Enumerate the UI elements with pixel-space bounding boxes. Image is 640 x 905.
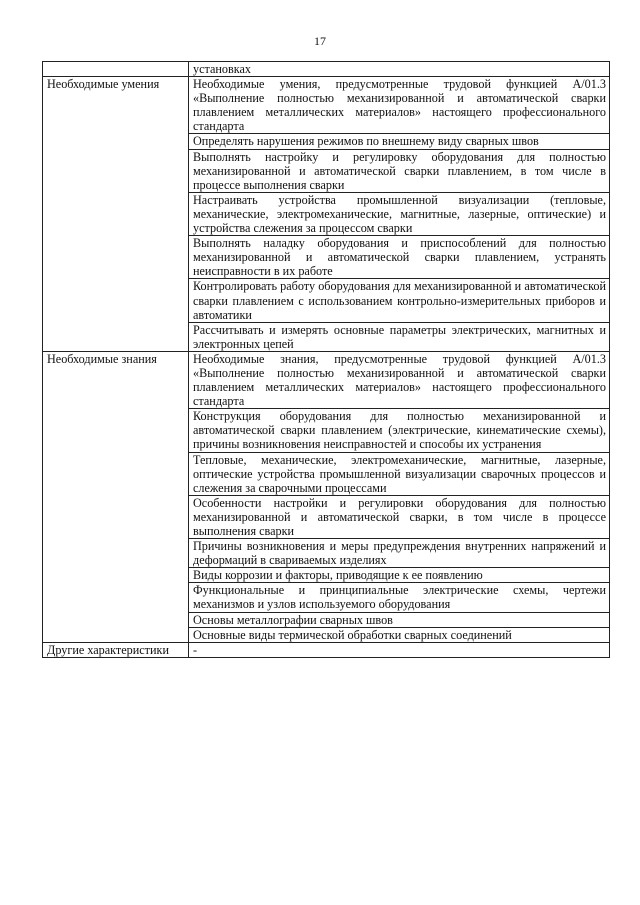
knowledge-item: Конструкция оборудования для полностью механизированной и автоматической сварки плавлением (электрические, кинематические схемы), причины возникновения неисправностей и способы их устранения — [189, 409, 610, 452]
skills-item: Настраивать устройства промышленной визуализации (тепловые, механические, электромеханические, магнитные, лазерные, оптические) и устройства слежения за процессом сварки — [189, 192, 610, 235]
knowledge-item: Основные виды термической обработки сварных соединений — [189, 627, 610, 642]
table-row-continuation — [43, 62, 610, 77]
skills-item: Рассчитывать и измерять основные параметры электрических, магнитных и электронных цепей — [189, 322, 610, 351]
other-value: - — [189, 642, 610, 657]
continuation-label-cell — [43, 62, 189, 77]
table-row — [43, 77, 610, 134]
knowledge-item: Функциональные и принципиальные электрические схемы, чертежи механизмов и узлов используемого оборудования — [189, 583, 610, 612]
knowledge-item: Особенности настройки и регулировки оборудования для полностью механизированной и автоматической сварки, в том числе в процессе выполнения сварки — [189, 495, 610, 538]
page-number: 17 — [314, 34, 326, 48]
skills-item: Выполнять настройку и регулировку оборудования для полностью механизированной и автоматической сварки плавлением, в том числе в процессе выполнения сварки — [189, 149, 610, 192]
continuation-cell: установках — [189, 62, 610, 77]
other-label: Другие характеристики — [43, 642, 189, 657]
knowledge-item: Виды коррозии и факторы, приводящие к ее появлению — [189, 568, 610, 583]
skills-item: Выполнять наладку оборудования и приспособлений для полностью механизированной и автоматической сварки плавлением, устранять неисправности в их работе — [189, 236, 610, 279]
skills-item: Необходимые умения, предусмотренные трудовой функцией A/01.3 «Выполнение полностью механизированной и автоматической сварки плавлением металлических материалов» настоящего профессионального стандарта — [189, 77, 610, 134]
knowledge-item: Тепловые, механические, электромеханические, магнитные, лазерные, оптические устройства промышленной визуализации сварочных процессов и слежения за сварочными процессами — [189, 452, 610, 495]
requirements-table — [42, 61, 610, 658]
skills-item: Контролировать работу оборудования для механизированной и автоматической сварки плавлением с использованием контрольно-измерительных приборов и автоматики — [189, 279, 610, 322]
skills-item: Определять нарушения режимов по внешнему виду сварных швов — [189, 134, 610, 149]
knowledge-item: Причины возникновения и меры предупреждения внутренних напряжений и деформаций в свариваемых изделиях — [189, 539, 610, 568]
knowledge-label: Необходимые знания — [43, 351, 189, 642]
table-row-other — [43, 642, 610, 657]
knowledge-item: Необходимые знания, предусмотренные трудовой функцией A/01.3 «Выполнение полностью механизированной и автоматической сварки плавлением металлических материалов» настоящего профессионального стандарта — [189, 351, 610, 408]
skills-label: Необходимые умения — [43, 77, 189, 352]
knowledge-item: Основы металлографии сварных швов — [189, 612, 610, 627]
table-row — [43, 351, 610, 408]
